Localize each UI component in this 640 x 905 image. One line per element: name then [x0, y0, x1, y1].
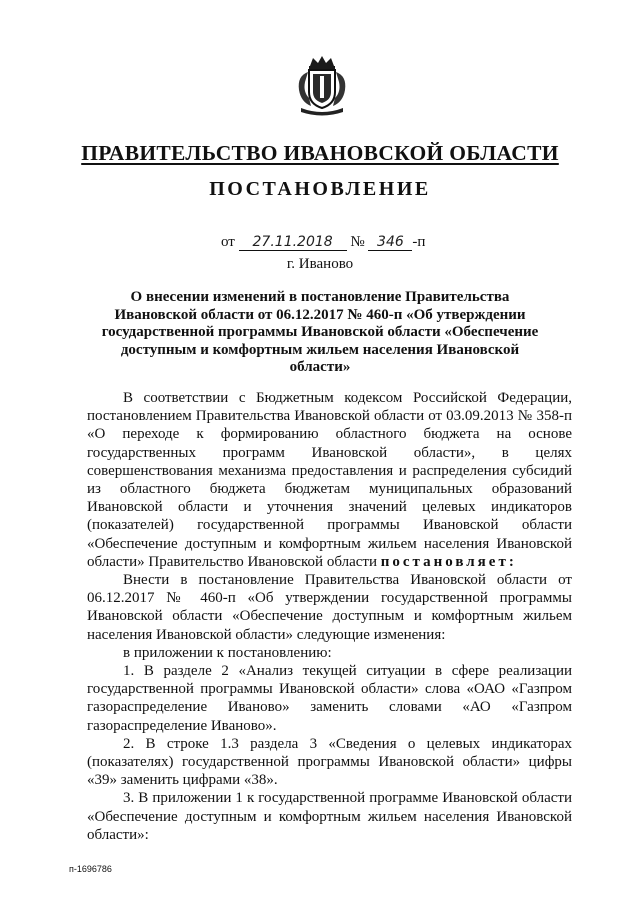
date-prefix: от: [221, 234, 235, 250]
decree-number: 346: [368, 234, 412, 251]
number-suffix: -п: [412, 234, 426, 250]
body-paragraph: в приложении к постановлению:: [123, 644, 332, 661]
body-paragraph: В соответствии с Бюджетным кодексом Российской Федерации, постановлением Правительства Ивановской области от 03.09.2013 № 358-п «О переходе к формированию областного бюджета на основе государственных программ Ивановской области», в целях совершенствования механизма предоставления и распределения субсидий из областного бюджета бюджетам муниципальных образований Ивановской области и уточнения значений целевых индикаторов (показателей) государственной программы Ивановской области «Обеспечение доступным и комфортным жильем населения Ивановской области» Правительство Ивановской области постановляет:: [87, 390, 572, 570]
number-prefix: №: [350, 234, 365, 250]
body-paragraph: 1. В разделе 2 «Анализ текущей ситуации в сфере реализации государственной программы Ивановской области» слова «ОАО «Газпром газораспределение Иваново» заменить словами «АО «Газпром газораспределение Иваново».: [87, 663, 572, 734]
coat-of-arms-emblem: [289, 52, 355, 118]
decree-subject: О внесении изменений в постановление Правительства Ивановской области от 06.12.2017 № 460-п «Об утверждении государственной программы Ивановской области «Обеспечение доступным и комфортным жильем населения Ивановской области»: [101, 289, 539, 375]
body-paragraph: Внести в постановление Правительства Ивановской области от 06.12.2017 № 460-п «Об утверждении государственной программы Ивановской области «Обеспечение доступным и комфортным жильем населения Ивановской области» следующие изменения:: [87, 572, 572, 643]
decree-body: [87, 389, 572, 844]
decree-city: г. Иваново: [286, 256, 354, 272]
decree-date: 27.11.2018: [239, 234, 347, 251]
body-paragraph: 2. В строке 1.3 раздела 3 «Сведения о целевых индикаторах (показателях) государственной программы Ивановской области» цифры «39» заменить цифрами «38».: [87, 735, 572, 789]
body-paragraph: 3. В приложении 1 к государственной программе Ивановской области «Обеспечение доступным и комфортным жильем населения Ивановской области»:: [87, 790, 572, 843]
document-code: п-1696786: [69, 864, 112, 874]
decree-date-number-line: [221, 234, 425, 251]
document-type-title: ПОСТАНОВЛЕНИЕ: [209, 178, 431, 200]
government-name: ПРАВИТЕЛЬСТВО ИВАНОВСКОЙ ОБЛАСТИ: [81, 141, 559, 165]
resolution-verb: постановляет:: [380, 553, 517, 570]
